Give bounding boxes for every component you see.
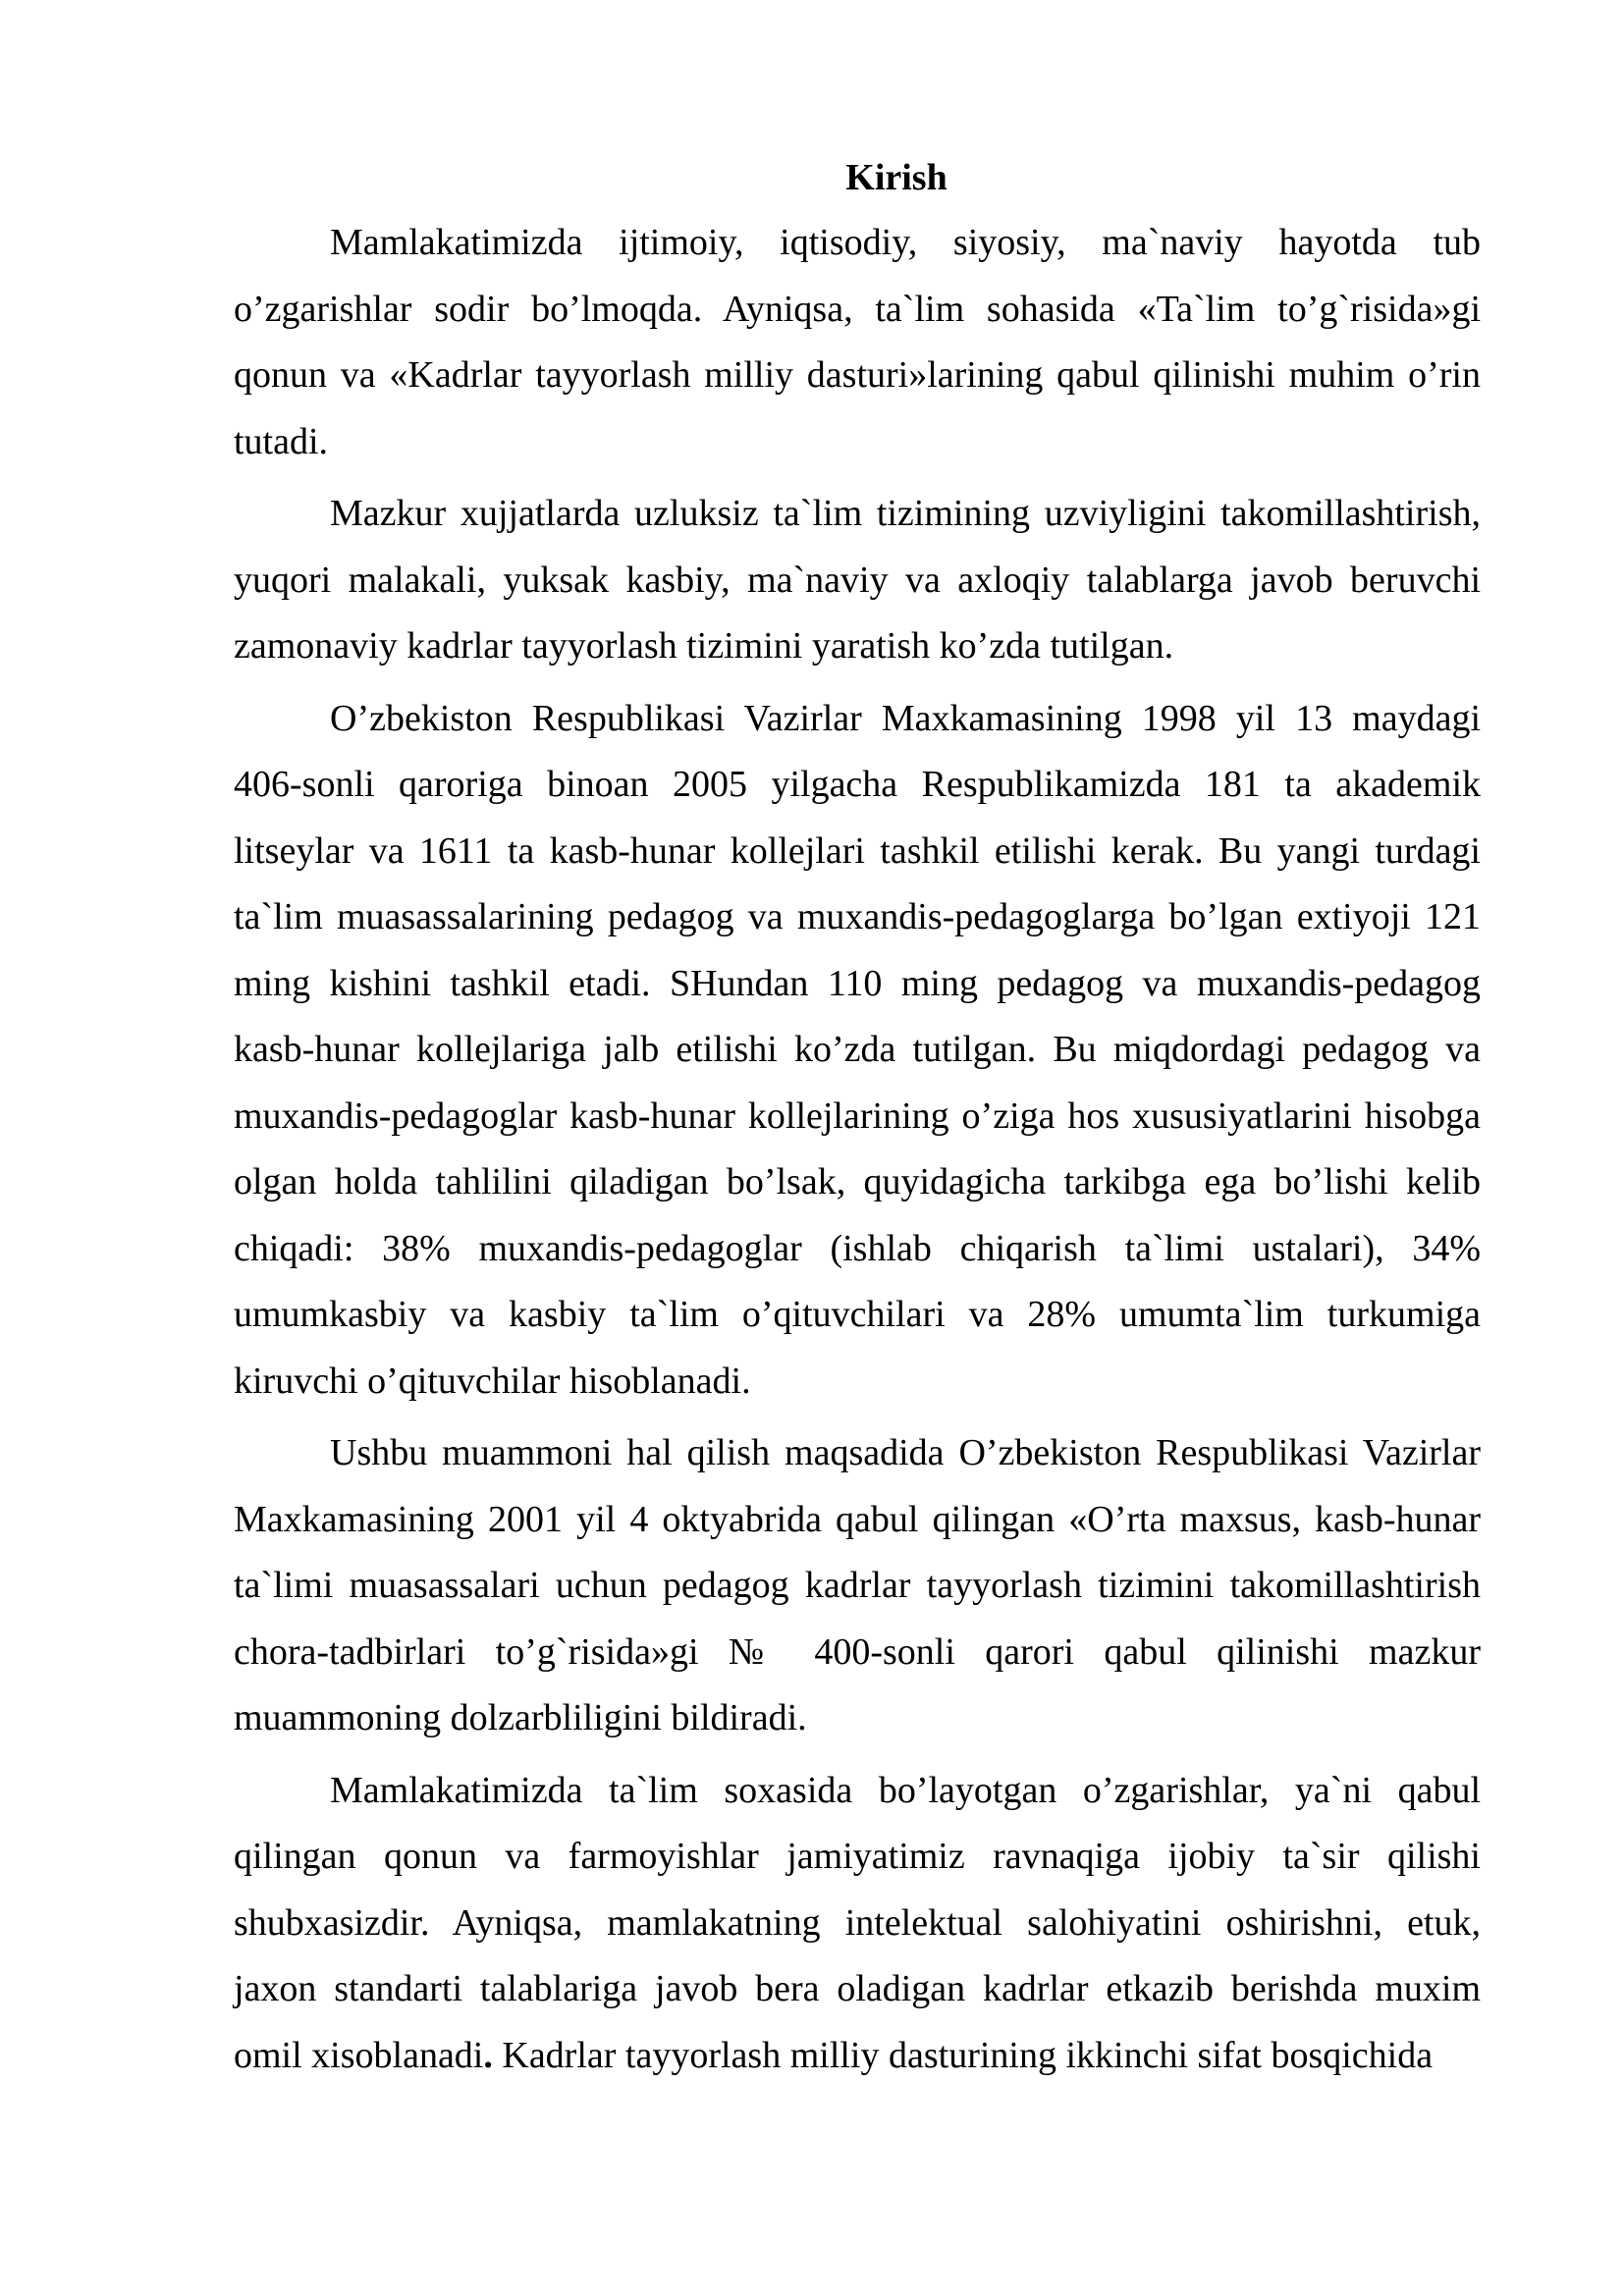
paragraph-5	[234, 1758, 1481, 2090]
section-title: Kirish	[845, 157, 947, 198]
paragraph-5-part-2: Kadrlar tayyorlash milliy dasturining ikkinchi sifat bosqichida	[492, 2034, 1434, 2076]
document-body	[234, 149, 1481, 2095]
paragraph-5-part-1: Mamlakatimizda ta`lim soxasida bo’layotgan o’zgarishlar, ya`ni qabul qilingan qonun va farmoyishlar jamiyatimiz ravnaqiga ijobiy ta`sir qilishi shubxasizdir. Ayniqsa, mamlakatning intelektual salohiyatini oshirishni, etuk, jaxon standarti talablariga javob bera oladigan kadrlar etkazib berishda muxim omil xisoblanadi	[234, 1769, 1481, 2076]
paragraph-5-bold-dot: .	[483, 2034, 493, 2076]
paragraph-1: Mamlakatimizda ijtimoiy, iqtisodiy, siyosiy, ma`naviy hayotda tub o’zgarishlar sodir bo’lmoqda. Ayniqsa, ta`lim sohasida «Ta`lim to’g`risida»gi qonun va «Kadrlar tayyorlash milliy dasturi»larining qabul qilinishi muhim o’rin tutadi.	[234, 222, 1481, 462]
paragraph-4: Ushbu muammoni hal qilish maqsadida O’zbekiston Respublikasi Vazirlar Maxkamasining 2001 yil 4 oktyabrida qabul qilingan «O’rta maxsus, kasb-hunar ta`limi muasassalari uchun pedagog kadrlar tayyorlash tizimini takomillashtirish chora-tadbirlari to’g`risida»gi № 400-sonli qarori qabul qilinishi mazkur muammoning dolzarbliligini bildiradi.	[234, 1432, 1481, 1738]
paragraph-2: Mazkur xujjatlarda uzluksiz ta`lim tizimining uzviyligini takomillashtirish, yuqori malakali, yuksak kasbiy, ma`naviy va axloqiy talablarga javob beruvchi zamonaviy kadrlar tayyorlash tizimini yaratish ko’zda tutilgan.	[234, 493, 1481, 667]
paragraph-3: O’zbekiston Respublikasi Vazirlar Maxkamasining 1998 yil 13 maydagi 406-sonli qaroriga binoan 2005 yilgacha Respublikamizda 181 ta akademik litseylar va 1611 ta kasb-hunar kollejlari tashkil etilishi kerak. Bu yangi turdagi ta`lim muasassalarining pedagog va muxandis-pedagoglarga bo’lgan extiyoji 121 ming kishini tashkil etadi. SHundan 110 ming pedagog va muxandis-pedagog kasb-hunar kollejlariga jalb etilishi ko’zda tutilgan. Bu miqdordagi pedagog va muxandis-pedagoglar kasb-hunar kollejlarining o’ziga hos xususiyatlarini hisobga olgan holda tahlilini qiladigan bo’lsak, quyidagicha tarkibga ega bo’lishi kelib chiqadi: 38% muxandis-pedagoglar (ishlab chiqarish ta`limi ustalari), 34% umumkasbiy va kasbiy ta`lim o’qituvchilari va 28% umumta`lim turkumiga kiruvchi o’qituvchilar hisoblanadi.	[234, 697, 1481, 1402]
